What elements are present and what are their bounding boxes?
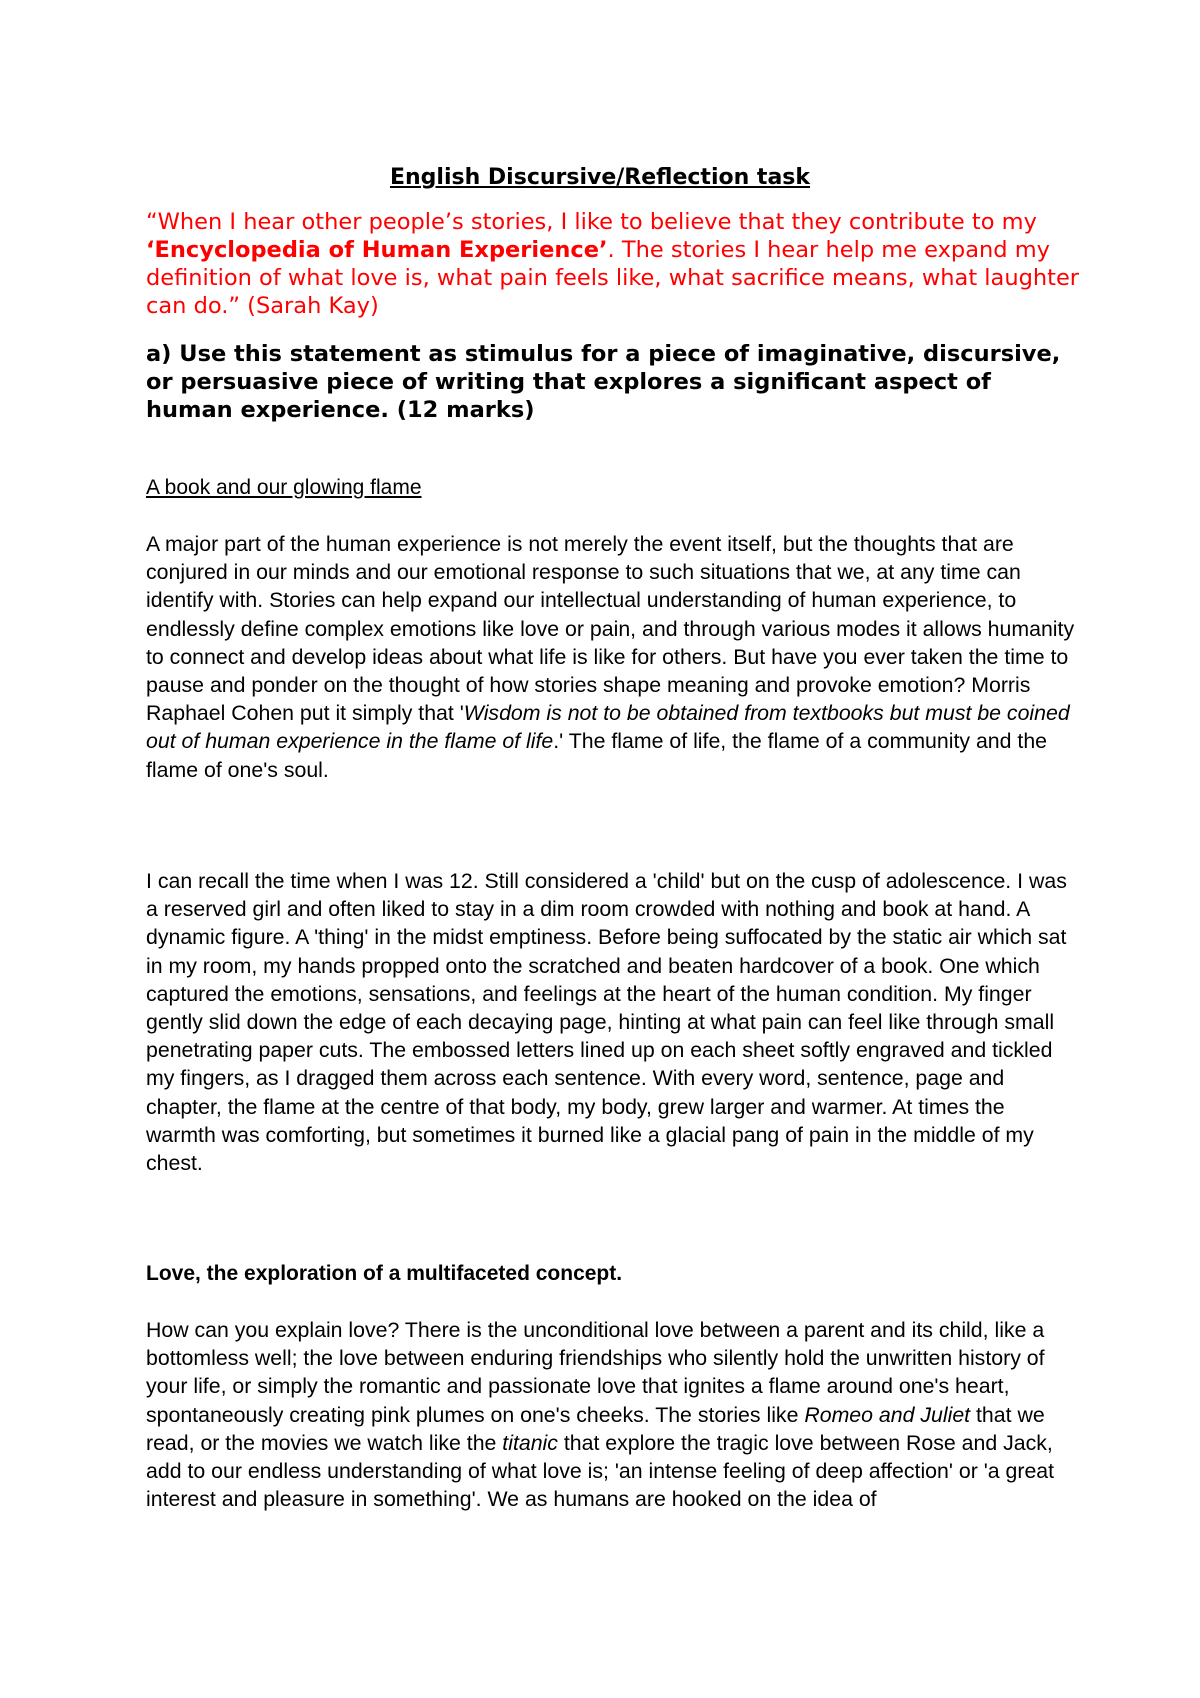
paragraph-love	[146, 1316, 1076, 1513]
stimulus-quote	[146, 208, 1086, 320]
paragraph-intro-text: A major part of the human experience is not merely the event itself, but the thoughts that are conjured in our minds and our emotional response to such situations that we, at any time can identify with. Stories can help expand our intellectual understanding of human experience, to endlessly define complex emotions like love or pain, and through various modes it allows humanity to connect and develop ideas about what life is like for others. But have you ever taken the time to pause and ponder on the thought of how stories shape meaning and provoke emotion? Morris Raphael Cohen put it simply that '	[146, 532, 1075, 726]
quote-bold-phrase: ‘Encyclopedia of Human Experience’	[146, 237, 608, 263]
paragraph-love-text-end: that explore the tragic love between Rose and Jack, add to our endless understanding of what love is; 'an intense feeling of deep affection' or 'a great interest and pleasure in something'. We as humans are hooked on the idea of	[146, 1430, 1055, 1512]
paragraph-love-text: How can you explain love? There is the unconditional love between a parent and its child, like a bottomless well; the love between enduring friendships who silently hold the unwritten history of your life, or simply the romantic and passionate love that ignites a flame around one's heart, spontaneously creating pink plumes on one's cheeks. The stories like	[146, 1318, 1045, 1427]
quote-text-start: “When I hear other people’s stories, I like to believe that they contribute to my	[146, 209, 1037, 235]
cohen-quote: Wisdom is not to be obtained from textbooks but must be coined out of human experience in the flame of life	[146, 701, 1070, 754]
paragraph-intro	[146, 530, 1076, 784]
section-heading-love: Love, the exploration of a multifaceted concept.	[146, 1262, 623, 1285]
title-titanic: titanic	[502, 1430, 558, 1455]
page-title: English Discursive/Reflection task	[389, 165, 811, 190]
paragraph-memory: I can recall the time when I was 12. Still considered a 'child' but on the cusp of adolescence. I was a reserved girl and often liked to stay in a dim room crowded with nothing and book at hand. A dynamic figure. A 'thing' in the midst emptiness. Before being suffocated by the static air which sat in my room, my hands propped onto the scratched and beaten hardcover of a book. One which captured the emotions, sensations, and feelings at the heart of the human condition. My finger gently slid down the edge of each decaying page, hinting at what pain can feel like through small penetrating paper cuts. The embossed letters lined up on each sheet softly engraved and tickled my fingers, as I dragged them across each sentence. With every word, sentence, page and chapter, the flame at the centre of that body, my body, grew larger and warmer. At times the warmth was comforting, but sometimes it burned like a glacial pang of pain in the middle of my chest.	[146, 869, 1067, 1176]
paragraph-love-text-mid: that we read, or the movies we watch like the	[146, 1402, 1045, 1455]
title-romeo-juliet: Romeo and Juliet	[804, 1402, 971, 1427]
paragraph-intro-text-end: .' The flame of life, the flame of a community and the flame of one's soul.	[146, 729, 1048, 782]
task-instruction: a) Use this statement as stimulus for a piece of imaginative, discursive, or persuasive piece of writing that explores a significant aspect of human experience. (12 marks)	[146, 341, 1061, 423]
section-heading-flame: A book and our glowing flame	[146, 476, 422, 499]
quote-text-end: . The stories I hear help me expand my definition of what love is, what pain feels like, what sacrifice means, what laughter can do.” (Sarah Kay)	[146, 237, 1080, 319]
